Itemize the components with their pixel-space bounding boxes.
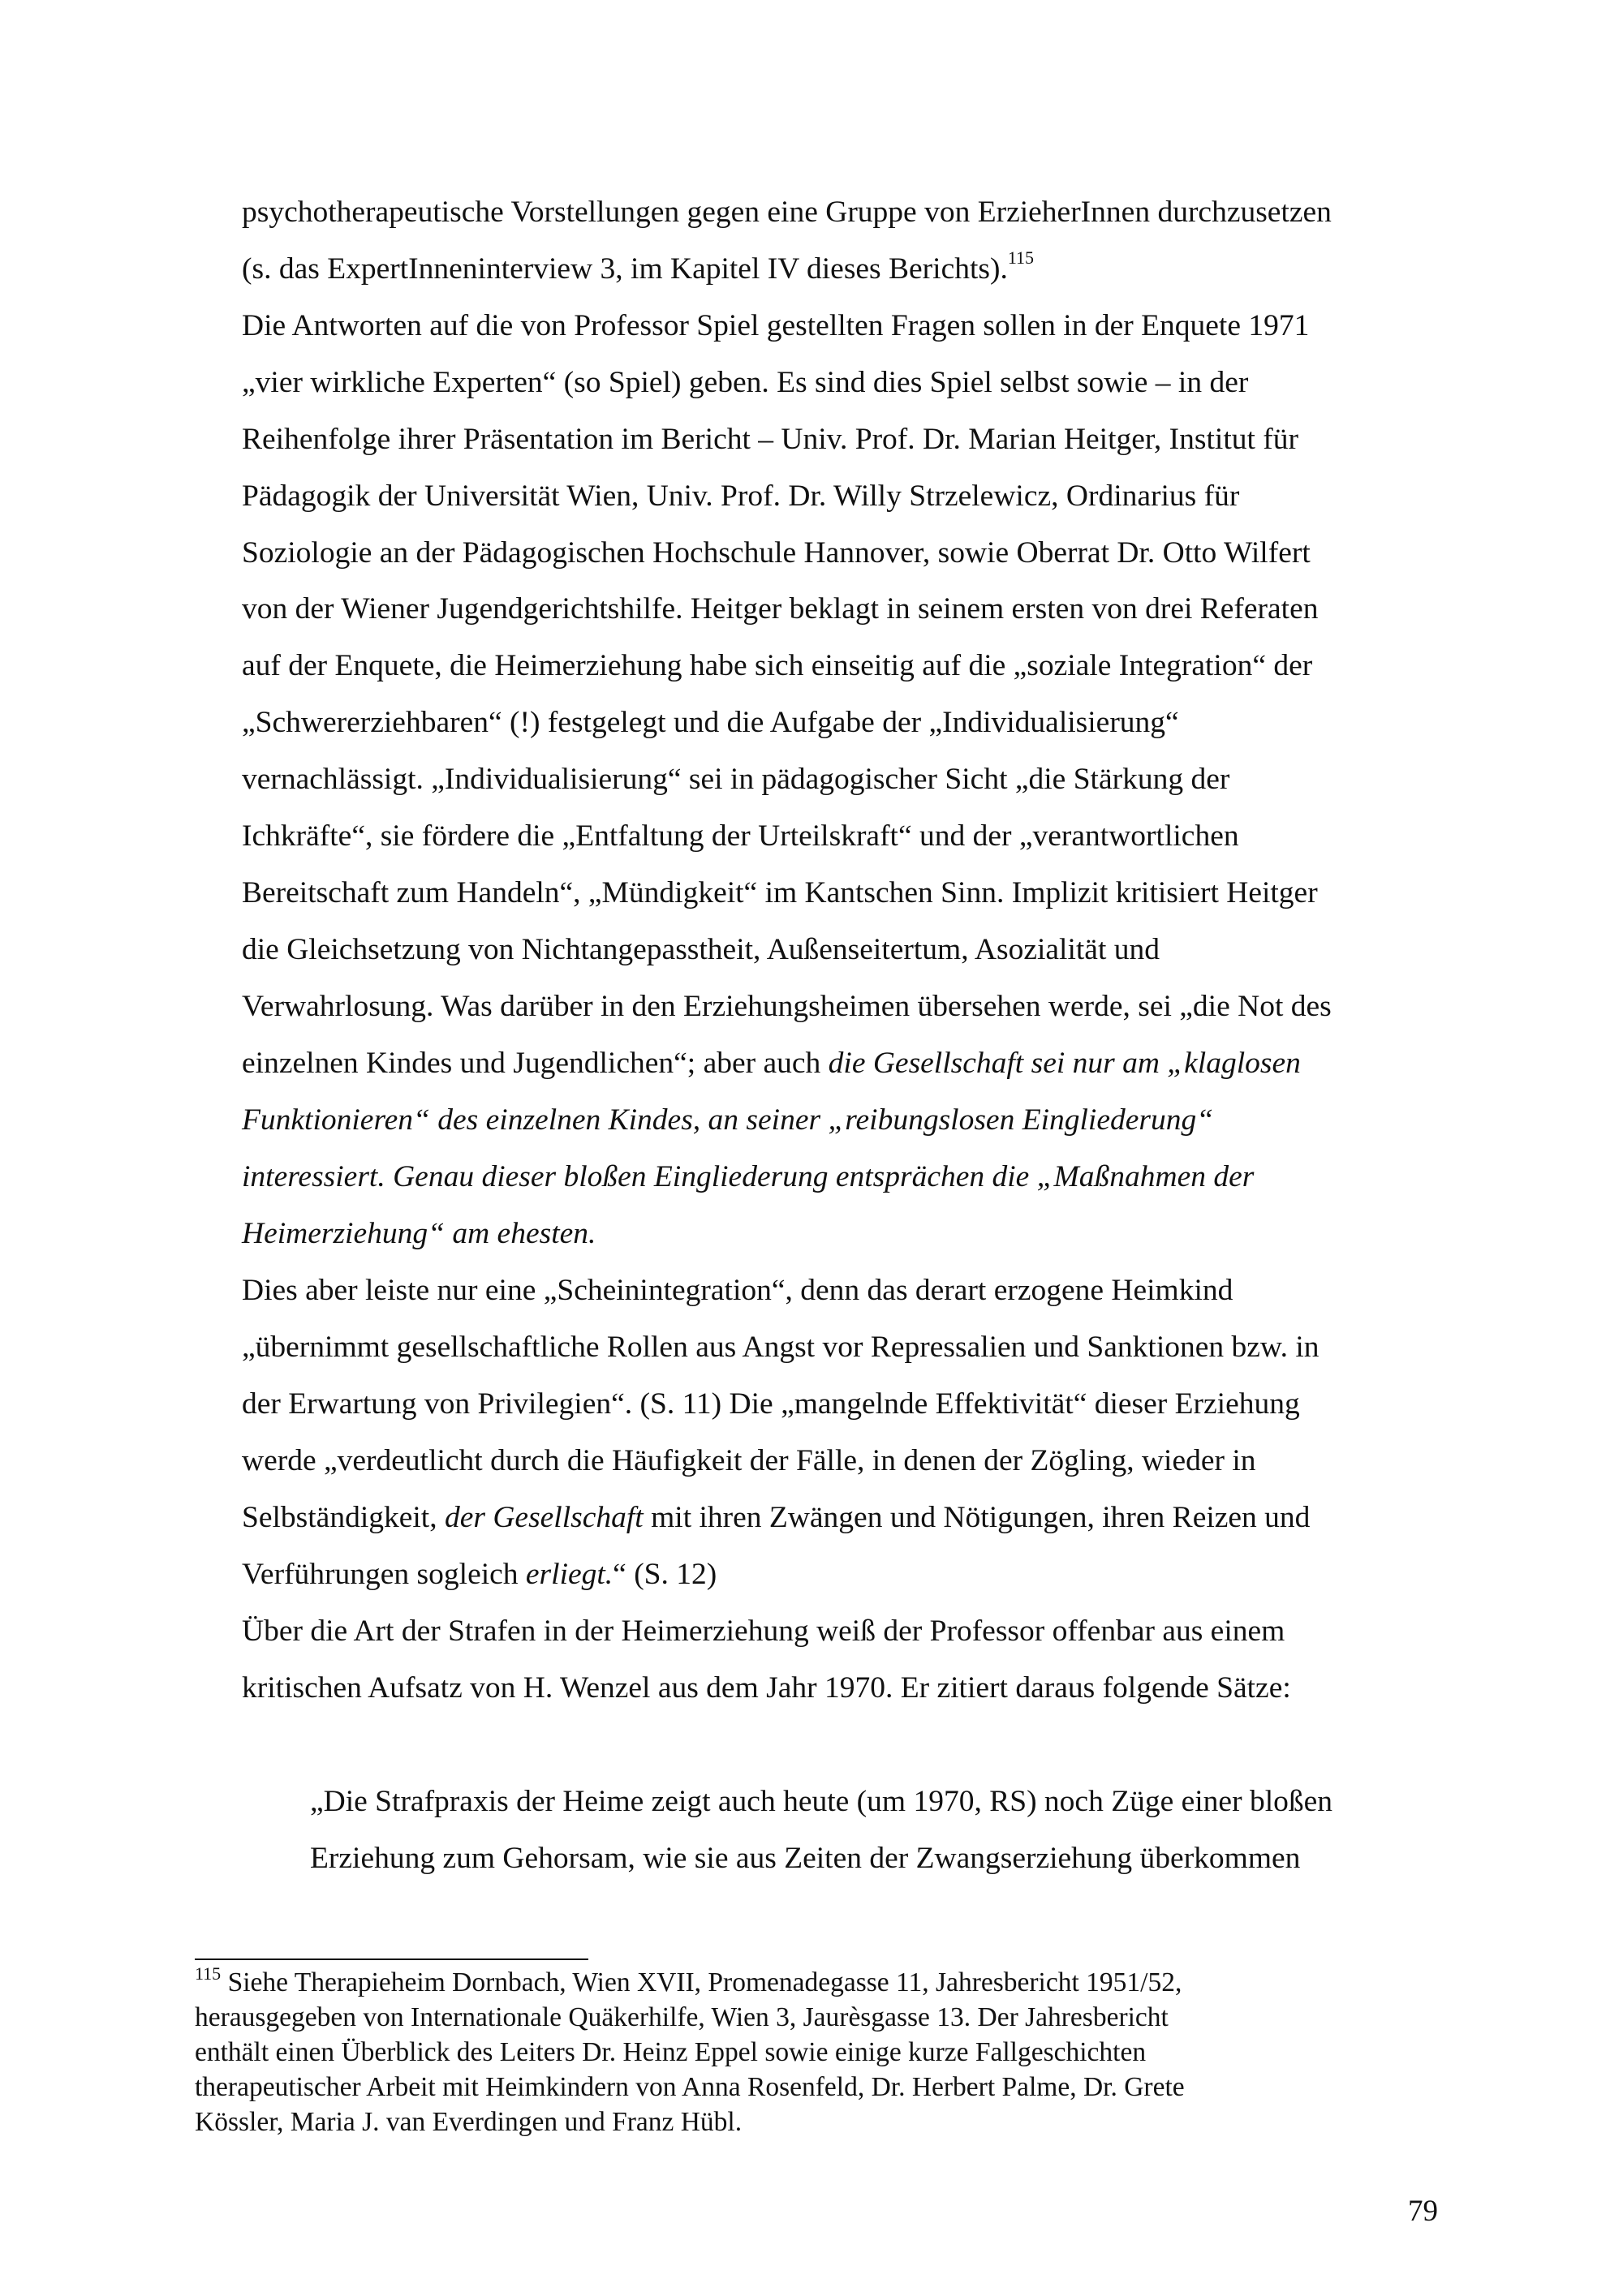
text-line: auf der Enquete, die Heimerziehung habe sich einseitig auf die „soziale Integration“ der bbox=[242, 649, 1313, 682]
text-line bbox=[242, 1555, 717, 1594]
text-line: psychotherapeutische Vorstellungen gegen eine Gruppe von ErzieherInnen durchzusetzen bbox=[242, 196, 1332, 229]
italic-span: interessiert. Genau dieser bloßen Eingliederung entsprächen die „Maßnahmen der bbox=[242, 1160, 1255, 1193]
text-line: von der Wiener Jugendgerichtshilfe. Heitger beklagt in seinem ersten von drei Referaten bbox=[242, 592, 1319, 626]
quote-line: Erziehung zum Gehorsam, wie sie aus Zeiten der Zwangserziehung überkommen bbox=[310, 1842, 1301, 1875]
footnote-reference[interactable]: 115 bbox=[1007, 247, 1035, 268]
footnote-line bbox=[195, 1963, 1182, 1999]
footnote-separator bbox=[195, 1958, 588, 1960]
text-span: “ (S. 12) bbox=[613, 1558, 717, 1591]
text-span: mit ihren Zwängen und Nötigungen, ihren Reizen und bbox=[643, 1501, 1311, 1534]
italic-span: die Gesellschaft sei nur am „klaglosen bbox=[828, 1047, 1301, 1080]
text-line: die Gleichsetzung von Nichtangepasstheit, Außenseitertum, Asozialität und bbox=[242, 933, 1160, 966]
text-span: Verführungen sogleich bbox=[242, 1558, 526, 1591]
text-line: Pädagogik der Universität Wien, Univ. Prof. Dr. Willy Strzelewicz, Ordinarius für bbox=[242, 479, 1240, 513]
text-line bbox=[242, 1158, 1254, 1197]
text-line bbox=[242, 1044, 1301, 1083]
italic-span: Funktionieren“ des einzelnen Kindes, an seiner „reibungslosen Eingliederung“ bbox=[242, 1103, 1214, 1137]
footnote-number: 115 bbox=[195, 1963, 222, 1984]
text-line bbox=[242, 1101, 1213, 1140]
text-span: Selbständigkeit, bbox=[242, 1501, 445, 1534]
quote-line: „Die Strafpraxis der Heime zeigt auch heute (um 1970, RS) noch Züge einer bloßen bbox=[310, 1785, 1333, 1818]
text-line: Über die Art der Strafen in der Heimerziehung weiß der Professor offenbar aus einem bbox=[242, 1615, 1285, 1648]
footnote-line: herausgegeben von Internationale Quäkerhilfe, Wien 3, Jaurèsgasse 13. Der Jahresbericht bbox=[195, 2002, 1169, 2032]
text-line: der Erwartung von Privilegien“. (S. 11) Die „mangelnde Effektivität“ dieser Erziehung bbox=[242, 1387, 1300, 1421]
text-line: Ichkräfte“, sie fördere die „Entfaltung der Urteilskraft“ und der „verantwortlichen bbox=[242, 819, 1239, 853]
italic-span: Heimerziehung“ am ehesten. bbox=[242, 1217, 596, 1250]
text-line bbox=[242, 1498, 1310, 1537]
text-line: Reihenfolge ihrer Präsentation im Bericht – Univ. Prof. Dr. Marian Heitger, Institut für bbox=[242, 423, 1299, 456]
text-line: kritischen Aufsatz von H. Wenzel aus dem Jahr 1970. Er zitiert daraus folgende Sätze: bbox=[242, 1671, 1291, 1705]
footnote-line: Kössler, Maria J. van Everdingen und Franz Hübl. bbox=[195, 2107, 743, 2137]
text-line: werde „verdeutlicht durch die Häufigkeit der Fälle, in denen der Zögling, wieder in bbox=[242, 1444, 1256, 1477]
page-number: 79 bbox=[1408, 2195, 1438, 2228]
text-line: „übernimmt gesellschaftliche Rollen aus Angst vor Repressalien und Sanktionen bzw. in bbox=[242, 1331, 1319, 1364]
text-line: Bereitschaft zum Handeln“, „Mündigkeit“ im Kantschen Sinn. Implizit kritisiert Heitger bbox=[242, 876, 1318, 909]
footnote-line: therapeutischer Arbeit mit Heimkindern von Anna Rosenfeld, Dr. Herbert Palme, Dr. Grete bbox=[195, 2072, 1185, 2102]
italic-span: der Gesellschaft bbox=[444, 1501, 644, 1534]
text-span: Siehe Therapieheim Dornbach, Wien XVII, Promenadegasse 11, Jahresbericht 1951/52, bbox=[221, 1967, 1182, 1997]
text-line bbox=[242, 247, 1035, 289]
text-line: „Schwererziehbaren“ (!) festgelegt und die Aufgabe der „Individualisierung“ bbox=[242, 706, 1179, 739]
text-span: einzelnen Kindes und Jugendlichen“; aber auch bbox=[242, 1047, 829, 1080]
text-line: Soziologie an der Pädagogischen Hochschule Hannover, sowie Oberrat Dr. Otto Wilfert bbox=[242, 536, 1311, 570]
text-line: Die Antworten auf die von Professor Spiel gestellten Fragen sollen in der Enquete 1971 bbox=[242, 309, 1310, 342]
text-line: Verwahrlosung. Was darüber in den Erziehungsheimen übersehen werde, sei „die Not des bbox=[242, 990, 1332, 1023]
text-line: vernachlässigt. „Individualisierung“ sei in pädagogischer Sicht „die Stärkung der bbox=[242, 763, 1230, 796]
footnote-line: enthält einen Überblick des Leiters Dr. Heinz Eppel sowie einige kurze Fallgeschichten bbox=[195, 2037, 1147, 2067]
italic-span: erliegt. bbox=[525, 1558, 613, 1591]
text-line bbox=[242, 1215, 596, 1253]
text-line: „vier wirkliche Experten“ (so Spiel) geben. Es sind dies Spiel selbst sowie – in der bbox=[242, 366, 1249, 399]
text-line: Dies aber leiste nur eine „Scheinintegration“, denn das derart erzogene Heimkind bbox=[242, 1274, 1233, 1307]
text-span: (s. das ExpertInneninterview 3, im Kapitel IV dieses Berichts). bbox=[242, 252, 1008, 286]
